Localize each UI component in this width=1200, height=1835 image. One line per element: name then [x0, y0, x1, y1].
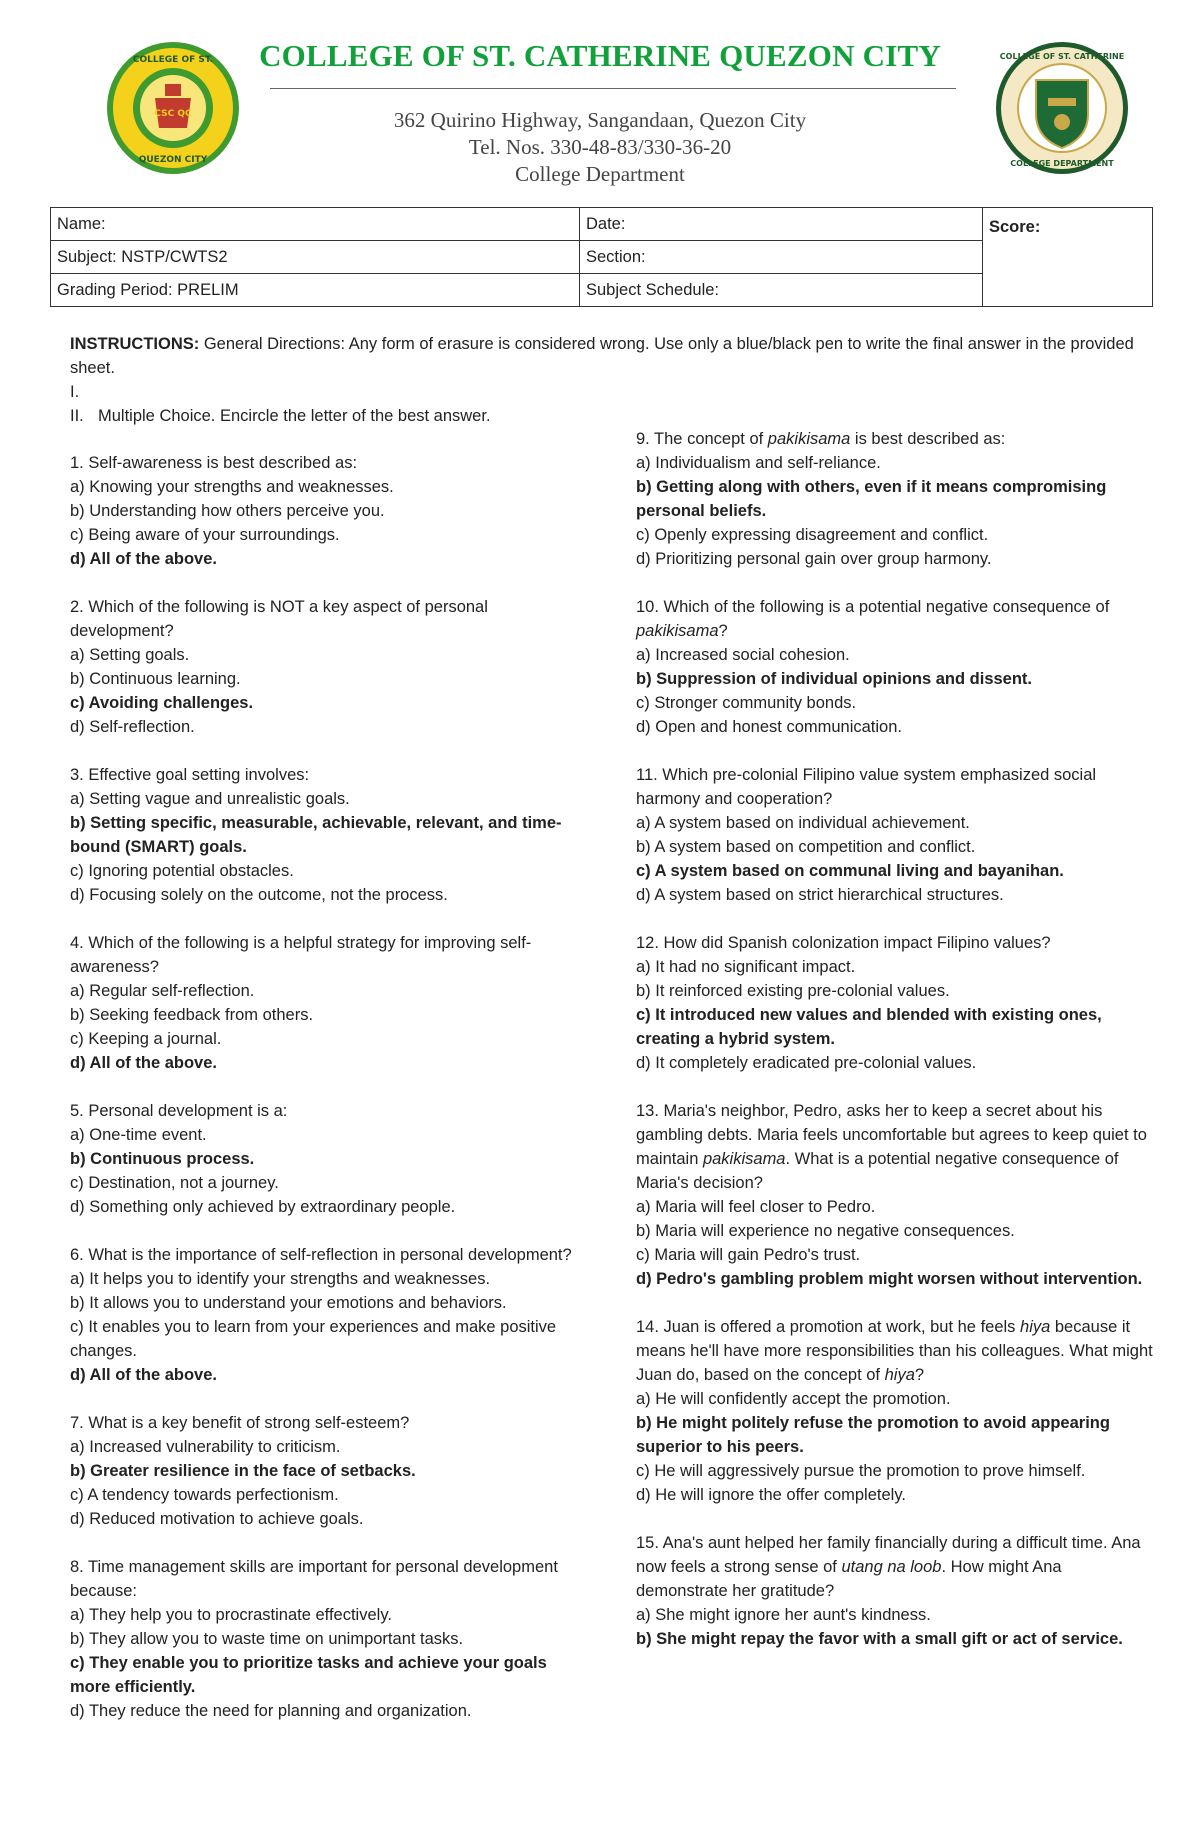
choice-b[interactable]: b) Continuous learning. [70, 670, 241, 688]
choice-a[interactable]: a) He will confidently accept the promotion. [636, 1390, 951, 1408]
question-5 [70, 1099, 590, 1219]
question-stem: 11. Which pre-colonial Filipino value system emphasized social harmony and cooperation? [636, 766, 1097, 808]
choice-a[interactable]: a) Setting vague and unrealistic goals. [70, 790, 350, 808]
stem-text: 15. Ana's aunt helped her family financially during a difficult time. Ana now feels a strong sense of [636, 1534, 1141, 1576]
name-field[interactable]: Name: [51, 208, 580, 241]
choice-a[interactable]: a) It had no significant impact. [636, 958, 856, 976]
choice-b-answer[interactable]: b) Continuous process. [70, 1150, 255, 1168]
choice-c[interactable]: c) Openly expressing disagreement and conflict. [636, 526, 989, 544]
svg-text:COLLEGE OF ST.: COLLEGE OF ST. [132, 55, 214, 65]
subject-schedule-field[interactable]: Subject Schedule: [580, 274, 983, 307]
filipino-term: pakikisama [636, 622, 719, 640]
subject-field: Subject: NSTP/CWTS2 [51, 241, 580, 274]
question-3 [70, 763, 590, 907]
question-1 [70, 451, 590, 571]
choice-a[interactable]: a) Setting goals. [70, 646, 190, 664]
stem-text: 9. The concept of [636, 430, 768, 448]
choice-c[interactable]: c) Ignoring potential obstacles. [70, 862, 294, 880]
choice-a[interactable]: a) She might ignore her aunt's kindness. [636, 1606, 931, 1624]
questions-left-column [70, 427, 590, 1747]
choice-a[interactable]: a) They help you to procrastinate effectively. [70, 1606, 392, 1624]
questions-right-column [636, 427, 1156, 1675]
choice-c[interactable]: c) A tendency towards perfectionism. [70, 1486, 339, 1504]
date-field[interactable]: Date: [580, 208, 983, 241]
question-stem [636, 595, 1156, 643]
header-divider [270, 88, 956, 89]
choice-b-answer[interactable]: b) She might repay the favor with a small gift or act of service. [636, 1630, 1123, 1648]
choice-d[interactable]: d) He will ignore the offer completely. [636, 1486, 906, 1504]
question-11 [636, 763, 1156, 907]
svg-text:COLLEGE DEPARTMENT: COLLEGE DEPARTMENT [1010, 159, 1114, 168]
choice-d[interactable]: d) Focusing solely on the outcome, not the process. [70, 886, 448, 904]
choice-b[interactable]: b) They allow you to waste time on unimportant tasks. [70, 1630, 464, 1648]
choice-d-answer[interactable]: d) Pedro's gambling problem might worsen without intervention. [636, 1270, 1143, 1288]
choice-c-answer[interactable]: c) A system based on communal living and bayanihan. [636, 862, 1064, 880]
question-stem: 2. Which of the following is NOT a key aspect of personal development? [70, 598, 488, 640]
choice-c-answer[interactable]: c) They enable you to prioritize tasks and achieve your goals more efficiently. [70, 1654, 547, 1696]
choice-b[interactable]: b) Understanding how others perceive you. [70, 502, 385, 520]
multiple-choice-heading [70, 404, 1140, 428]
choice-a[interactable]: a) It helps you to identify your strengths and weaknesses. [70, 1270, 491, 1288]
choice-b-answer[interactable]: b) Setting specific, measurable, achievable, relevant, and time-bound (SMART) goals. [70, 814, 562, 856]
question-7 [70, 1411, 590, 1531]
choice-a[interactable]: a) Increased social cohesion. [636, 646, 850, 664]
stem-text: 14. Juan is offered a promotion at work, but he feels [636, 1318, 1021, 1336]
section-title: Multiple Choice. Encircle the letter of the best answer. [98, 407, 491, 425]
question-stem: 1. Self-awareness is best described as: [70, 454, 358, 472]
svg-text:CSC QC: CSC QC [154, 109, 192, 119]
choice-d[interactable]: d) Something only achieved by extraordinary people. [70, 1198, 456, 1216]
college-address: 362 Quirino Highway, Sangandaan, Quezon City [393, 108, 807, 132]
question-stem [636, 427, 1156, 451]
choice-d[interactable]: d) A system based on strict hierarchical structures. [636, 886, 1004, 904]
question-stem [636, 1099, 1156, 1195]
roman-numeral-two: II. [70, 407, 84, 425]
stem-text: ? [718, 622, 728, 640]
choice-d[interactable]: d) They reduce the need for planning and organization. [70, 1702, 472, 1720]
question-stem [636, 1315, 1156, 1387]
filipino-term: hiya [1020, 1318, 1051, 1336]
section-field[interactable]: Section: [580, 241, 983, 274]
filipino-term: hiya [884, 1366, 915, 1384]
college-seal-left [105, 40, 241, 176]
choice-d[interactable]: d) Reduced motivation to achieve goals. [70, 1510, 364, 1528]
filipino-term: pakikisama [767, 430, 851, 448]
college-telephone: Tel. Nos. 330-48-83/330-36-20 [468, 135, 732, 159]
question-stem: 3. Effective goal setting involves: [70, 766, 310, 784]
grading-period-field: Grading Period: PRELIM [51, 274, 580, 307]
choice-d-answer[interactable]: d) All of the above. [70, 1054, 217, 1072]
choice-b[interactable]: b) It allows you to understand your emotions and behaviors. [70, 1294, 507, 1312]
question-15 [636, 1531, 1156, 1651]
question-12 [636, 931, 1156, 1075]
choice-a[interactable]: a) Knowing your strengths and weaknesses. [70, 478, 394, 496]
choice-b[interactable]: b) A system based on competition and conflict. [636, 838, 976, 856]
filipino-term: pakikisama [702, 1150, 786, 1168]
choice-b-answer[interactable]: b) Getting along with others, even if it means compromising personal beliefs. [636, 478, 1107, 520]
question-stem: 8. Time management skills are important for personal development because: [70, 1558, 558, 1600]
choice-c[interactable]: c) He will aggressively pursue the promotion to prove himself. [636, 1462, 1086, 1480]
score-field[interactable]: Score: [983, 208, 1153, 307]
instructions-text: General Directions: Any form of erasure is considered wrong. Use only a blue/black pen to write the final answer in the provided sheet. [70, 335, 1134, 377]
choice-b-answer[interactable]: b) He might politely refuse the promotion to avoid appearing superior to his peers. [636, 1414, 1110, 1456]
choice-b-answer[interactable]: b) Suppression of individual opinions and dissent. [636, 670, 1033, 688]
choice-c[interactable]: c) Being aware of your surroundings. [70, 526, 340, 544]
question-4 [70, 931, 590, 1075]
choice-c[interactable]: c) Destination, not a journey. [70, 1174, 279, 1192]
choice-c[interactable]: c) Maria will gain Pedro's trust. [636, 1246, 861, 1264]
instructions-label: INSTRUCTIONS: [70, 335, 200, 353]
choice-a[interactable]: a) Individualism and self-reliance. [636, 454, 881, 472]
stem-text: because it means he'll have more responsibilities than his colleagues. What might Juan do, based on the concept of [636, 1318, 1153, 1384]
choice-b[interactable]: b) It reinforced existing pre-colonial values. [636, 982, 950, 1000]
choice-c[interactable]: c) Stronger community bonds. [636, 694, 857, 712]
choice-d-answer[interactable]: d) All of the above. [70, 1366, 217, 1384]
choice-b[interactable]: b) Seeking feedback from others. [70, 1006, 314, 1024]
choice-d[interactable]: d) It completely eradicated pre-colonial values. [636, 1054, 977, 1072]
question-stem: 7. What is a key benefit of strong self-esteem? [70, 1414, 410, 1432]
svg-text:QUEZON CITY: QUEZON CITY [138, 155, 208, 165]
choice-a[interactable]: a) Increased vulnerability to criticism. [70, 1438, 341, 1456]
student-info-table [50, 207, 1153, 307]
college-name: COLLEGE OF ST. CATHERINE QUEZON CITY [259, 38, 941, 73]
question-stem: 5. Personal development is a: [70, 1102, 288, 1120]
choice-b-answer[interactable]: b) Greater resilience in the face of setbacks. [70, 1462, 416, 1480]
question-stem: 4. Which of the following is a helpful strategy for improving self-awareness? [70, 934, 532, 976]
choice-d[interactable]: d) Self-reflection. [70, 718, 195, 736]
choice-b[interactable]: b) Maria will experience no negative consequences. [636, 1222, 1015, 1240]
question-stem: 12. How did Spanish colonization impact Filipino values? [636, 934, 1051, 952]
choice-a[interactable]: a) Regular self-reflection. [70, 982, 255, 1000]
roman-numeral-one: I. [70, 383, 80, 401]
question-stem [636, 1531, 1156, 1603]
choice-a[interactable]: a) One-time event. [70, 1126, 207, 1144]
question-10 [636, 595, 1156, 739]
choice-d[interactable]: d) Prioritizing personal gain over group harmony. [636, 550, 992, 568]
choice-a[interactable]: a) Maria will feel closer to Pedro. [636, 1198, 876, 1216]
stem-text: ? [914, 1366, 925, 1384]
college-department: College Department [515, 162, 685, 186]
stem-text: is best described as: [850, 430, 1006, 448]
stem-text: . How might Ana demonstrate her gratitude? [636, 1558, 1062, 1600]
question-stem: 6. What is the importance of self-reflection in personal development? [70, 1246, 572, 1264]
question-14 [636, 1315, 1156, 1507]
choice-d-answer[interactable]: d) All of the above. [70, 550, 217, 568]
filipino-term: utang na loob [841, 1558, 942, 1576]
department-seal-right [994, 40, 1130, 176]
stem-text: . What is a potential negative consequence of Maria's decision? [636, 1150, 1119, 1192]
svg-text:COLLEGE OF ST. CATHERINE: COLLEGE OF ST. CATHERINE [999, 52, 1125, 61]
choice-a[interactable]: a) A system based on individual achievement. [636, 814, 970, 832]
choice-c-answer[interactable]: c) Avoiding challenges. [70, 694, 254, 712]
page-header [0, 0, 1200, 200]
choice-c[interactable]: c) It enables you to learn from your experiences and make positive changes. [70, 1318, 557, 1360]
choice-d[interactable]: d) Open and honest communication. [636, 718, 902, 736]
instructions-block [70, 332, 1140, 428]
stem-text: 10. Which of the following is a potential negative consequence of [636, 598, 1110, 616]
question-9 [636, 427, 1156, 571]
question-2 [70, 595, 590, 739]
stem-text: 13. Maria's neighbor, Pedro, asks her to keep a secret about his gambling debts. Maria feels uncomfortable but agrees to keep quiet to maintain [636, 1102, 1147, 1168]
question-13 [636, 1099, 1156, 1291]
question-6 [70, 1243, 590, 1387]
question-8 [70, 1555, 590, 1723]
choice-c-answer[interactable]: c) It introduced new values and blended with existing ones, creating a hybrid system. [636, 1006, 1102, 1048]
choice-c[interactable]: c) Keeping a journal. [70, 1030, 222, 1048]
